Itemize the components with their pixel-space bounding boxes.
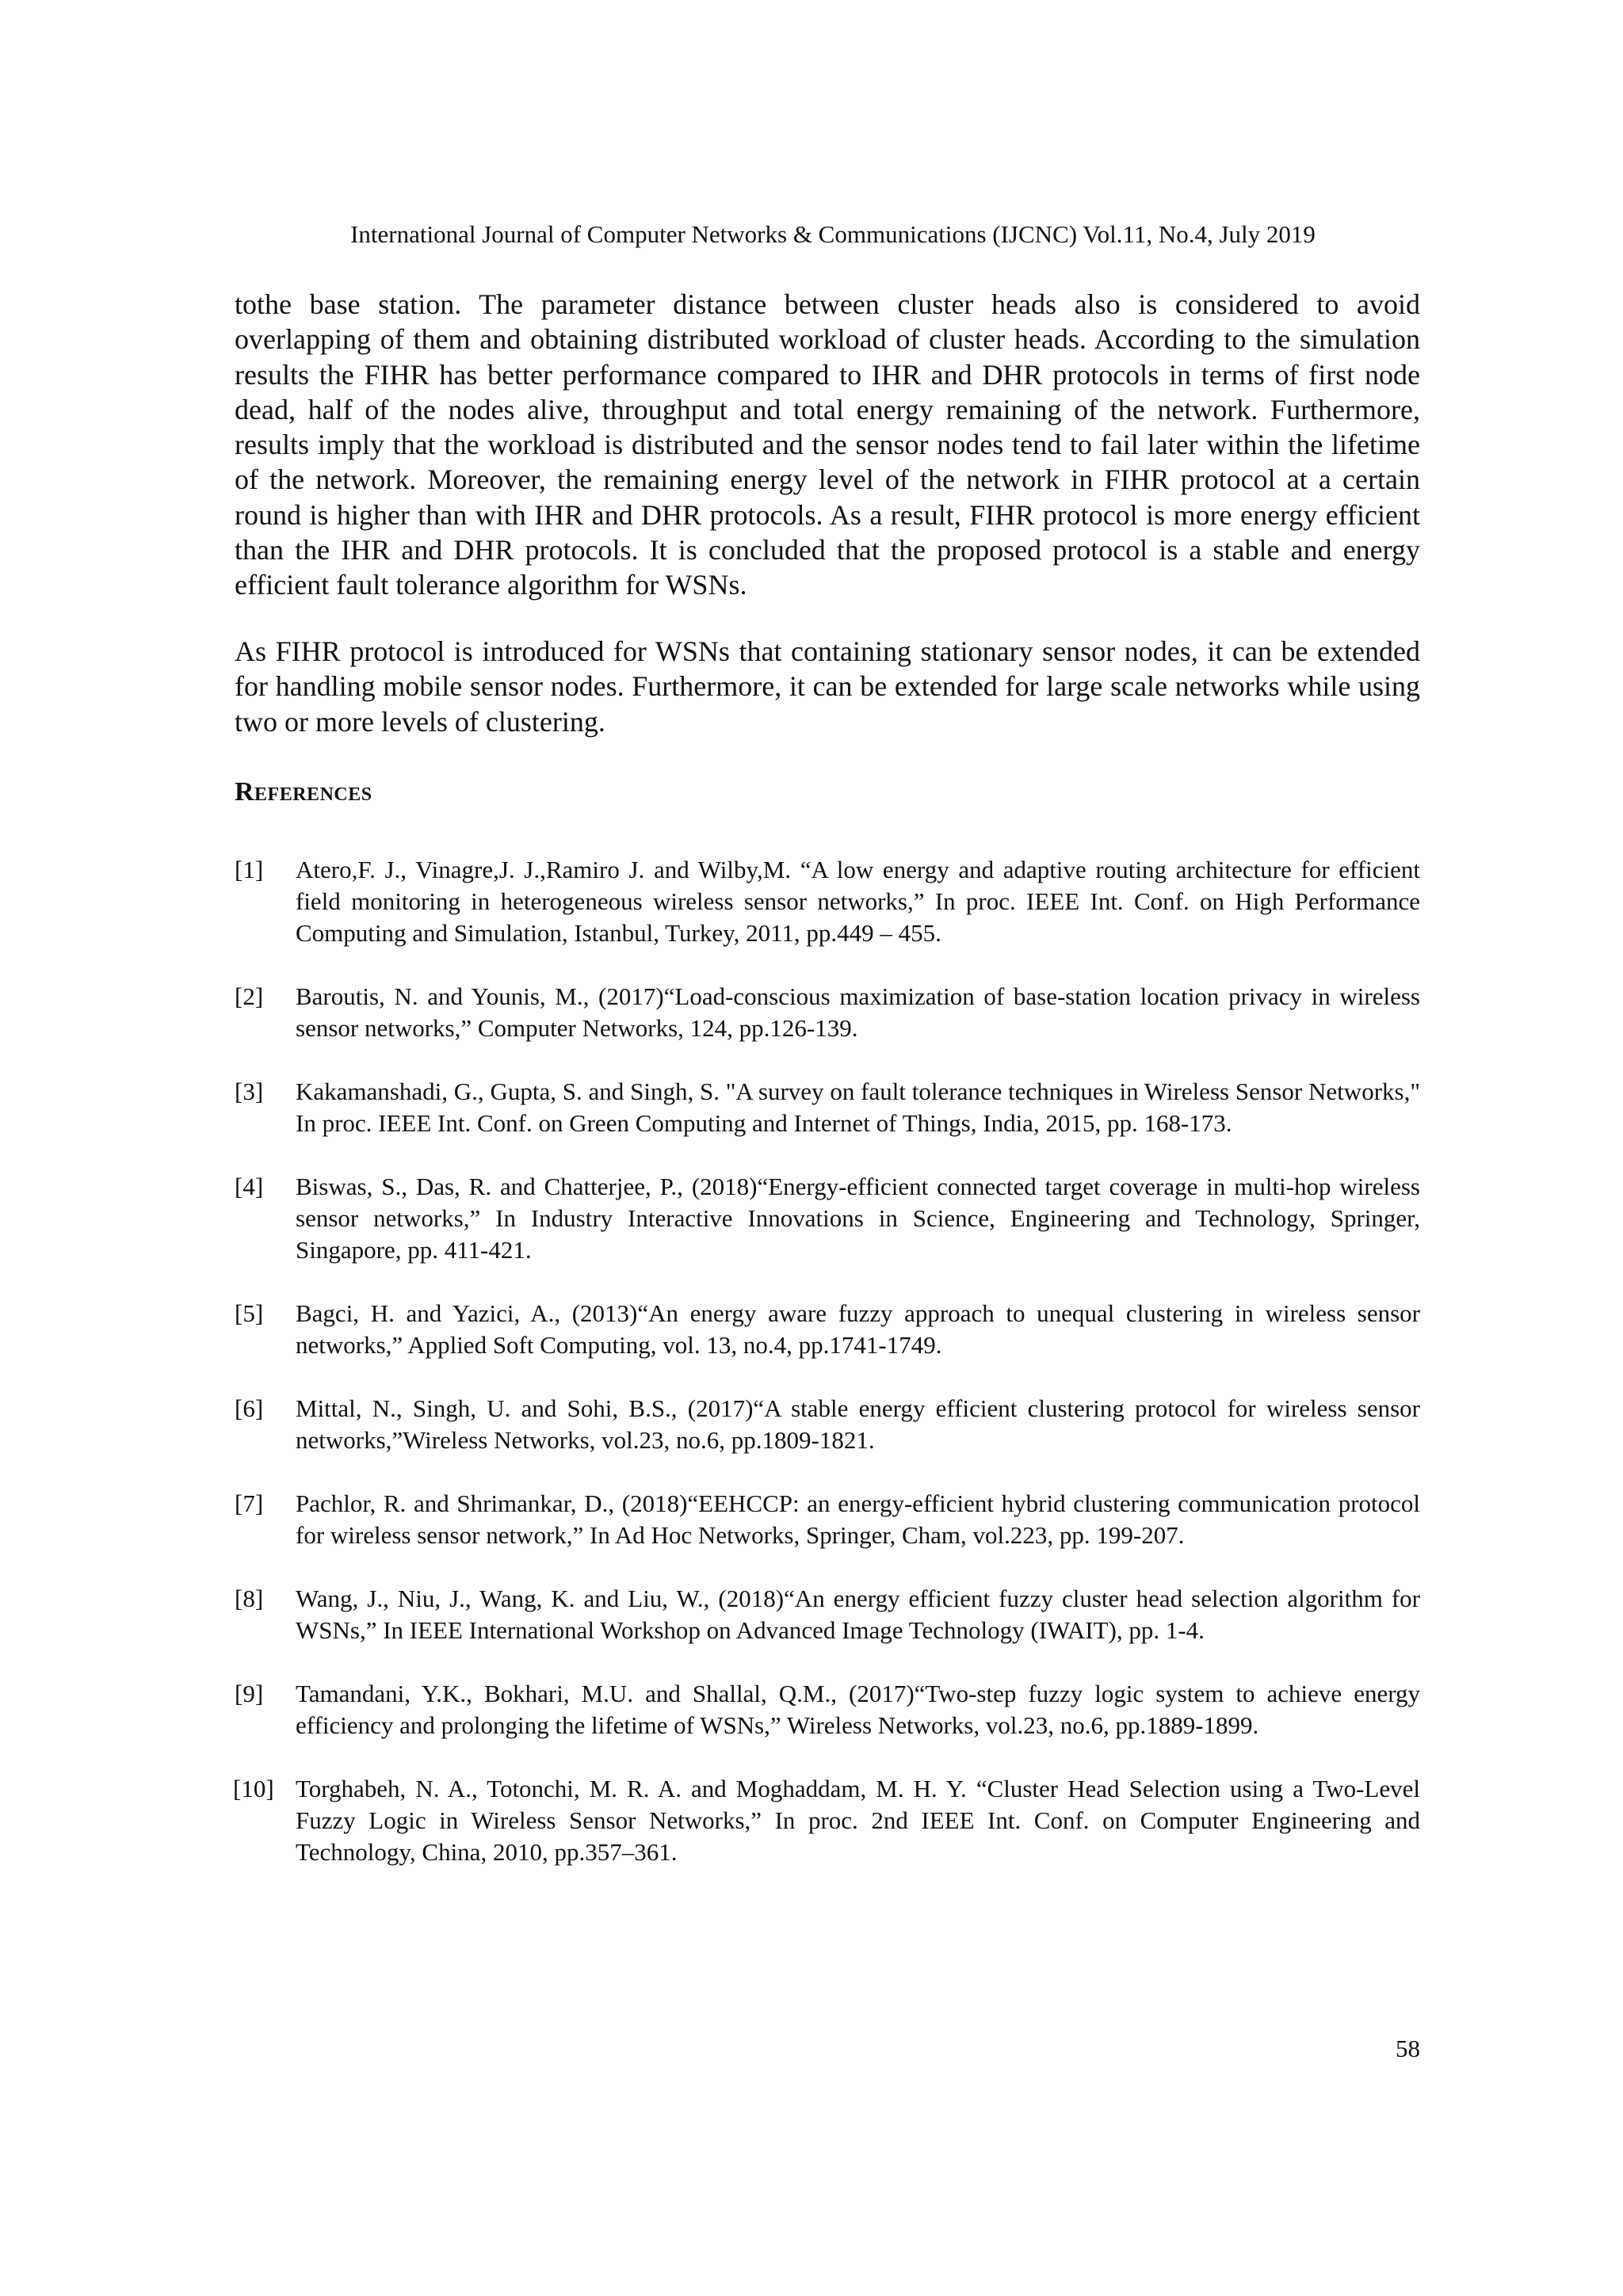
reference-text: Wang, J., Niu, J., Wang, K. and Liu, W., (2018)“An energy efficient fuzzy cluster head selection algorithm for WSNs,” In IEEE International Workshop on Advanced Image Technology (IWAIT), pp. 1-4. xyxy=(296,1585,1420,1644)
page-number: 58 xyxy=(1396,2035,1420,2062)
reference-number: [6] xyxy=(235,1394,264,1422)
reference-number: [9] xyxy=(235,1680,264,1707)
reference-text: Pachlor, R. and Shrimankar, D., (2018)“EEHCCP: an energy-efficient hybrid clustering communication protocol for wireless sensor network,” In Ad Hoc Networks, Springer, Cham, vol.223, pp. 199-207. xyxy=(296,1489,1420,1549)
body-paragraph: tothe base station. The parameter distance between cluster heads also is considered to avoid overlapping of them and obtaining distributed workload of cluster heads. According to the simulation results the FIHR has better performance compared to IHR and DHR protocols in terms of first node dead, half of the nodes alive, throughput and total energy remaining of the network. Furthermore, results imply that the workload is distributed and the sensor nodes tend to fail later within the lifetime of the network. Moreover, the remaining energy level of the network in FIHR protocol at a certain round is higher than with IHR and DHR protocols. As a result, FIHR protocol is more energy efficient than the IHR and DHR protocols. It is concluded that the proposed protocol is a stable and energy efficient fault tolerance algorithm for WSNs. xyxy=(235,288,1420,601)
reference-number: [7] xyxy=(235,1489,264,1517)
reference-text: Torghabeh, N. A., Totonchi, M. R. A. and Moghaddam, M. H. Y. “Cluster Head Selection using a Two-Level Fuzzy Logic in Wireless Sensor Networks,” In proc. 2nd IEEE Int. Conf. on Computer Engineering and Technology, China, 2010, pp.357–361. xyxy=(296,1775,1420,1866)
reference-number: [2] xyxy=(235,982,264,1010)
reference-item xyxy=(235,854,1420,949)
reference-item xyxy=(235,1171,1420,1266)
reference-item xyxy=(235,1393,1420,1456)
reference-text: Biswas, S., Das, R. and Chatterjee, P., (2018)“Energy-efficient connected target coverage in multi-hop wireless sensor networks,” In Industry Interactive Innovations in Science, Engineering and Technology, Springer, Singapore, pp. 411-421. xyxy=(296,1173,1420,1264)
section-heading-references: References xyxy=(235,777,372,807)
reference-text: Bagci, H. and Yazici, A., (2013)“An energy aware fuzzy approach to unequal clustering in wireless sensor networks,” Applied Soft Computing, vol. 13, no.4, pp.1741-1749. xyxy=(296,1299,1420,1359)
reference-item xyxy=(235,981,1420,1044)
references-list xyxy=(235,854,1420,1868)
reference-text: Atero,F. J., Vinagre,J. J.,Ramiro J. and Wilby,M. “A low energy and adaptive routing architecture for efficient field monitoring in heterogeneous wireless sensor networks,” In proc. IEEE Int. Conf. on High Performance Computing and Simulation, Istanbul, Turkey, 2011, pp.449 – 455. xyxy=(296,856,1420,947)
reference-item xyxy=(235,1298,1420,1361)
reference-item xyxy=(235,1076,1420,1139)
reference-text: Tamandani, Y.K., Bokhari, M.U. and Shallal, Q.M., (2017)“Two-step fuzzy logic system to achieve energy efficiency and prolonging the lifetime of WSNs,” Wireless Networks, vol.23, no.6, pp.1889-1899. xyxy=(296,1680,1420,1739)
reference-item xyxy=(235,1488,1420,1551)
reference-text: Kakamanshadi, G., Gupta, S. and Singh, S. "A survey on fault tolerance techniques in Wireless Sensor Networks," In proc. IEEE Int. Conf. on Green Computing and Internet of Things, India, 2015, pp. 168-173. xyxy=(296,1077,1420,1137)
reference-item xyxy=(235,1583,1420,1646)
body-paragraph: As FIHR protocol is introduced for WSNs that containing stationary sensor nodes, it can be extended for handling mobile sensor nodes. Furthermore, it can be extended for large scale networks while using two or more levels of clustering. xyxy=(235,635,1420,738)
reference-number: [5] xyxy=(235,1299,264,1327)
reference-text: Baroutis, N. and Younis, M., (2017)“Load-conscious maximization of base-station location privacy in wireless sensor networks,” Computer Networks, 124, pp.126-139. xyxy=(296,982,1420,1042)
reference-number: [10] xyxy=(233,1775,274,1802)
reference-item xyxy=(235,1678,1420,1741)
reference-number: [3] xyxy=(235,1077,264,1105)
reference-text: Mittal, N., Singh, U. and Sohi, B.S., (2017)“A stable energy efficient clustering protocol for wireless sensor networks,”Wireless Networks, vol.23, no.6, pp.1809-1821. xyxy=(296,1394,1420,1454)
running-header: International Journal of Computer Networks & Communications (IJCNC) Vol.11, No.4, July 2019 xyxy=(350,220,1316,248)
reference-number: [1] xyxy=(235,856,264,883)
reference-number: [8] xyxy=(235,1585,264,1612)
reference-item xyxy=(235,1773,1420,1868)
reference-number: [4] xyxy=(235,1173,264,1200)
